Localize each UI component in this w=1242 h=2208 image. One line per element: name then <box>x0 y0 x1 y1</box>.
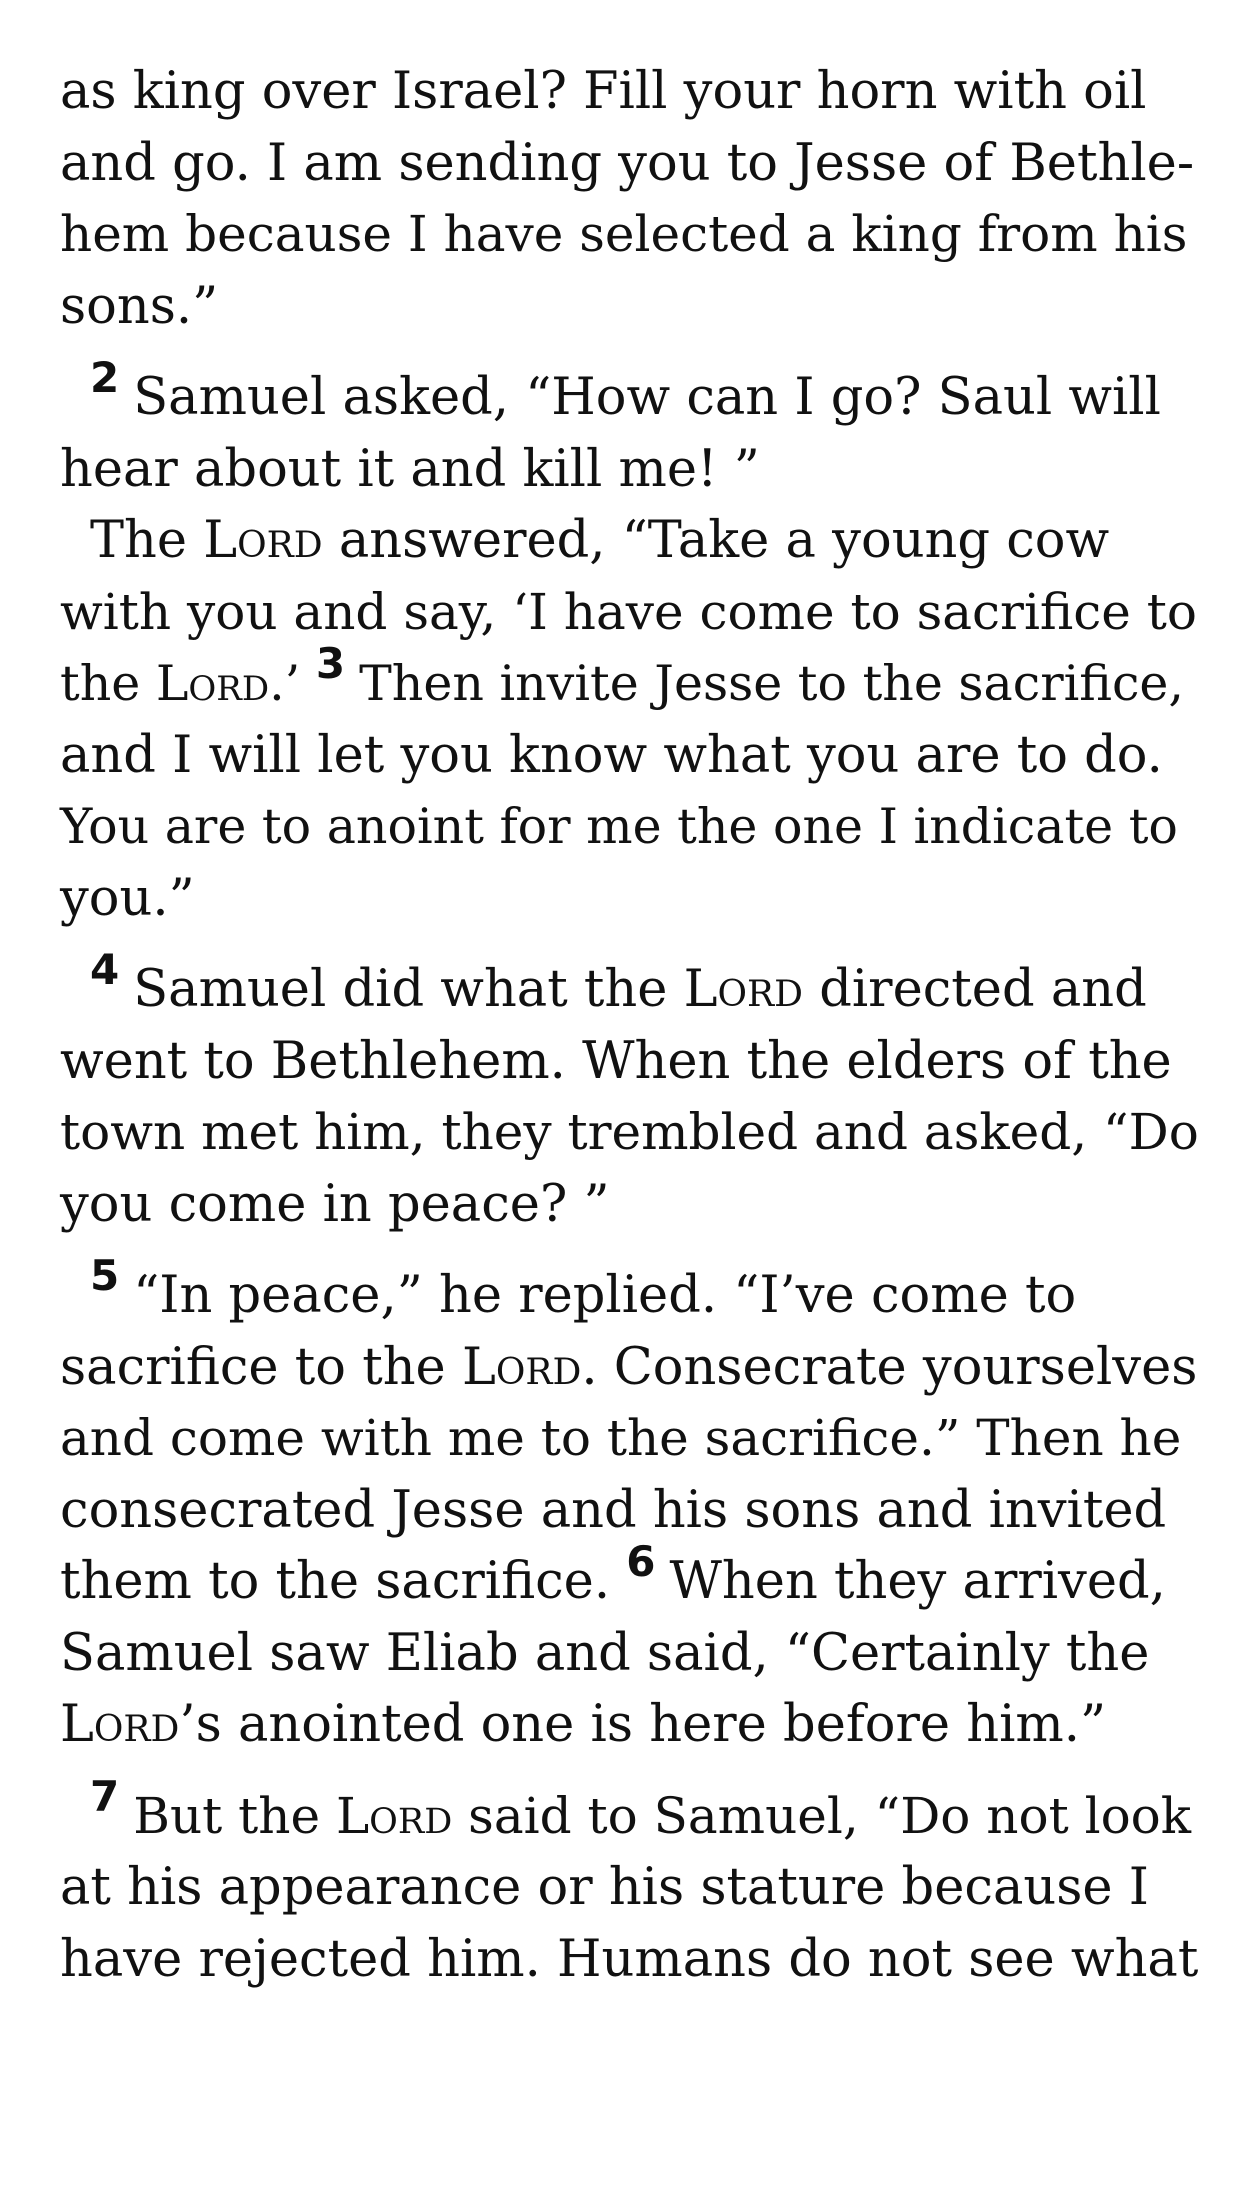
verse-number: 7 <box>90 1771 120 1821</box>
text-fragment: the <box>60 655 156 712</box>
text-fragment: .’ <box>269 655 316 712</box>
text-line: and I will let you know what you are to do. <box>60 725 1163 785</box>
text-line: you.” <box>60 868 195 928</box>
divine-name: Lord <box>461 1337 582 1397</box>
text-fragment: Then invite Jesse to the sacrifice, <box>359 655 1184 712</box>
text-fragment: . Consecrate yourselves <box>581 1337 1198 1397</box>
text-line: went to Bethlehem. When the elders of the <box>60 1031 1172 1091</box>
text-fragment: answered, “Take a young cow <box>322 511 1110 570</box>
text-fragment: directed and <box>803 960 1147 1019</box>
divine-name: Lord <box>683 960 804 1019</box>
text-line: with you and say, ‘I have come to sacrifice to <box>60 582 1197 641</box>
text-line: have rejected him. Humans do not see what <box>60 1929 1199 1989</box>
text-line: and go. I am sending you to Jesse of Bethle- <box>60 133 1195 193</box>
text-line: Samuel saw Eliab and said, “Certainly the <box>60 1623 1150 1683</box>
text-line <box>60 505 1200 577</box>
verse-number: 3 <box>315 639 346 688</box>
text-fragment: sacrifice to the <box>60 1337 462 1397</box>
divine-name: Lord <box>60 1695 180 1754</box>
bible-passage <box>60 56 1200 1995</box>
text-fragment: Samuel did what the <box>133 960 684 1019</box>
text-fragment: The <box>90 511 204 570</box>
text-line: town met him, they trembled and asked, “Do <box>60 1103 1199 1161</box>
verse-4-line <box>60 945 1200 1026</box>
text-line <box>60 1332 1200 1404</box>
text-line: You are to anoint for me the one I indicate to <box>60 798 1178 855</box>
text-fragment: ’s anointed one is here before him.” <box>179 1695 1107 1754</box>
divine-name: Lord <box>203 511 323 570</box>
verse-5-line <box>60 1251 1200 1332</box>
verse-number: 5 <box>90 1251 120 1300</box>
verse-7-line <box>60 1771 1200 1853</box>
verse-number: 4 <box>90 945 120 994</box>
text-line <box>60 639 1200 720</box>
verse-number: 2 <box>90 353 120 402</box>
verse-text: Samuel asked, “How can I go? Saul will <box>133 368 1161 427</box>
text-line: and come with me to the sacrifice.” Then he <box>60 1409 1182 1467</box>
text-line: sons.” <box>60 276 219 336</box>
text-line <box>60 1689 1200 1761</box>
text-fragment: them to the sacrifice. <box>60 1552 627 1611</box>
text-fragment: said to Samuel, “Do not look <box>452 1786 1192 1845</box>
text-line: at his appearance or his stature because I <box>60 1858 1149 1917</box>
text-line: as king over Israel? Fill your horn with oil <box>60 62 1147 121</box>
divine-name: Lord <box>155 655 270 712</box>
verse-2-line <box>60 353 1200 434</box>
text-line: hear about it and kill me! ” <box>60 439 760 499</box>
text-line <box>60 1537 1200 1618</box>
text-line: consecrated Jesse and his sons and invited <box>60 1480 1167 1540</box>
text-line: hem because I have selected a king from his <box>60 205 1188 263</box>
text-line: you come in peace? ” <box>60 1174 610 1234</box>
verse-text: “In peace,” he replied. “I’ve come to <box>133 1266 1077 1325</box>
divine-name: Lord <box>335 1786 453 1845</box>
text-fragment: When they arrived, <box>669 1552 1166 1611</box>
text-fragment: But the <box>133 1786 336 1845</box>
verse-number: 6 <box>626 1537 656 1586</box>
